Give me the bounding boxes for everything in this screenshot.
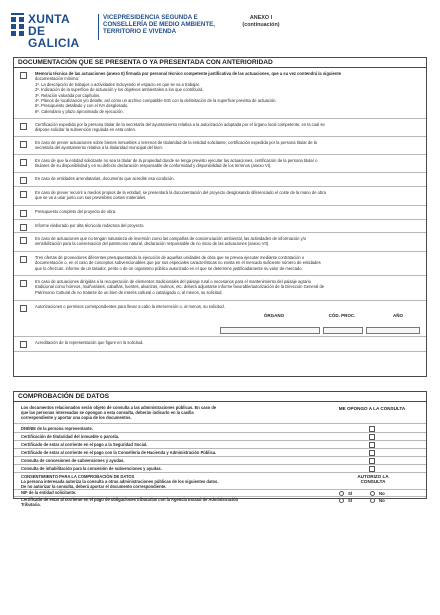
table-header-cod-proc: CÓD. PROC. [328, 313, 356, 318]
document-text-line: que lo ofrezcan, informe de un tasador, perito o de un organismo público autorizado en el que se determine justificadamente su valor de mercado. [35, 265, 303, 271]
verification-row [14, 425, 426, 433]
document-text [35, 158, 420, 169]
verification-row [14, 465, 426, 473]
document-row [14, 156, 426, 173]
consent-no-label: No [379, 491, 385, 496]
document-checkbox[interactable] [20, 341, 27, 348]
documentation-section [13, 57, 427, 377]
document-checkbox[interactable] [20, 224, 27, 231]
verification-row-text: Certificado de estar al corriente en el pago con la Consellería de Hacienda y Administración Pública. [21, 450, 217, 455]
verification-row-text: Consulta de concesiones de subvenciones y ayudas. [21, 458, 125, 463]
consent-yes-label: SÍ [348, 498, 353, 503]
consent-title: CONSENTIMIENTO PARA LA COMPROBACIÓN DE DATOS [21, 474, 135, 479]
document-text-line: Presupuesto completo del proyecto de obra. [35, 209, 117, 214]
document-checkbox[interactable] [20, 191, 27, 198]
consent-no-label: No [379, 498, 385, 503]
xunta-emblem-icon [11, 13, 24, 37]
verification-intro-text [21, 405, 331, 421]
oppose-checkbox[interactable] [369, 426, 375, 432]
documentation-section-title: DOCUMENTACIÓN QUE SE PRESENTA O YA PRESENTADA CON ANTERIORIDAD [14, 58, 426, 68]
document-text [35, 279, 420, 295]
org-line-1: VICEPRESIDENCIA SEGUNDA E [103, 14, 198, 21]
oppose-column-header: ME OPONGO A LA CONSULTA [338, 406, 406, 411]
document-text-line: En caso de que la entidad solicitante no sea la titular de la propiedad donde se tenga previsto ejecutar las actuaciones, certificación de la persona titular o [35, 158, 318, 163]
annex-title [216, 15, 306, 29]
table-header-ano: AÑO [393, 313, 403, 318]
document-row [14, 138, 426, 155]
logo-line-1: XUNTA [28, 12, 70, 26]
document-text-line: 5º. Presupuesto detallado y con el IVA desglosado. [35, 103, 129, 109]
verification-row-text: Certificación de titularidad del inmueble o parcela. [21, 434, 120, 439]
document-text-line: En caso de actuaciones que no tengan naturaleza de inversión como las campañas de concienciación ambiental, las actividades de información y/o [35, 236, 307, 241]
table-cell-cod-proc[interactable] [323, 327, 363, 334]
document-row [14, 69, 426, 119]
verification-row [14, 433, 426, 441]
document-text [35, 176, 420, 181]
consent-row-text: NIF de la entidad solicitante. [21, 490, 77, 495]
document-text-line: Memoria técnica de las actuaciones (anexo II) firmada por personal técnico competente justificativa de las actuaciones, que a su vez contendrá la siguiente [35, 71, 342, 76]
consent-row [14, 490, 426, 497]
document-row [14, 277, 426, 301]
document-text-line: documentación o, en el caso de conceptos subvencionables que por sus especiales características no exista en el mercado suficiente número de entidades [35, 260, 321, 266]
document-text-line: tradicional como hórreos, muiños/ales, cabañas, fuentes, alvarizas, molinos, etc. deberá adjuntarse informe favorable/autorización de la Dirección General de [35, 284, 325, 290]
consent-no-radio[interactable] [370, 498, 375, 503]
document-checkbox[interactable] [20, 256, 27, 263]
consent-yes-label: SÍ [348, 491, 353, 496]
document-row [14, 338, 426, 352]
document-checkbox[interactable] [20, 123, 27, 130]
logo-divider [98, 14, 99, 40]
verification-row [14, 457, 426, 465]
document-text-line: Patrimonio Cultural de no tratarse de un bien de interés cultural o catalogado o, al menos, su solicitud. [35, 289, 223, 295]
document-text-line: documentación mínima: [35, 76, 79, 82]
oppose-checkbox[interactable] [369, 442, 375, 448]
document-text [35, 340, 420, 345]
verification-intro-line: correspondiente y aportar una copia de los documentos. [21, 415, 132, 421]
document-text-line: En caso de prever actuaciones sobre bienes inmuebles o terrenos de titularidad de la entidad solicitante, certificación expedida por la persona titular de la [35, 140, 317, 145]
document-text-line: 1º. La descripción de trabajos o actividades incluyendo el espacio en que se va a trabajar. [35, 81, 200, 87]
org-line-2: CONSELLERÍA DE MEDIO AMBIENTE, [103, 21, 215, 29]
document-text [35, 209, 420, 214]
document-text-line: En caso de actuaciones dirigidas a la recuperación de elementos tradicionales del paisaje rural o necesarios para el mantenimiento del paisaje agrario [35, 279, 311, 284]
oppose-checkbox[interactable] [369, 466, 375, 472]
document-text-line: Informe elaborado por alta técnicola redactora del proyecto. [35, 223, 145, 228]
document-checkbox[interactable] [20, 237, 27, 244]
document-text-line: Acreditación de la representación que figure en la solicitud. [35, 340, 144, 345]
document-checkbox[interactable] [20, 280, 27, 287]
document-text-line: que se va a usar junto con sus previsibles costes materiales. [35, 195, 147, 201]
oppose-checkbox[interactable] [369, 450, 375, 456]
document-text [35, 255, 420, 271]
document-text-line: Tres ofertas de proveedores diferentes presupuestando la ejecución de aquellas unidades de obra que se prevea ejecutar mediante contratación o [35, 255, 305, 260]
oppose-checkbox[interactable] [369, 458, 375, 464]
document-checkbox[interactable] [20, 72, 27, 79]
verification-intro-row [14, 403, 426, 424]
document-text-line: secretaría del ayuntamiento relativa a la titularidad municipal del bien. [35, 145, 163, 151]
consent-row-text: Tributaria. [21, 502, 41, 507]
document-checkbox[interactable] [20, 177, 27, 184]
verification-row-text: Certificado de estar al corriente en el pago a la Seguridad Social. [21, 442, 148, 447]
verification-row-text: DNI/NIE de la persona representante. [21, 426, 93, 431]
oppose-checkbox[interactable] [369, 434, 375, 440]
verification-intro-line: Los documentos relacionados serán objeto de consulta a las administraciones públicas. En caso de [21, 405, 217, 410]
organization-name [103, 14, 215, 36]
document-text [35, 223, 420, 228]
document-row [14, 221, 426, 233]
document-row [14, 120, 426, 137]
verification-row [14, 441, 426, 449]
org-line-3: TERRITORIO E VIVENDA [103, 28, 177, 36]
document-row [14, 234, 426, 252]
consent-yes-radio[interactable] [339, 491, 344, 496]
document-checkbox[interactable] [20, 141, 27, 148]
consent-text-line: La persona interesada autoriza la consulta a otras administraciones públicas de los siguientes datos. [21, 479, 219, 484]
data-verification-section [13, 391, 427, 507]
annex-title-main: ANEXO I [249, 15, 273, 21]
document-row [14, 174, 426, 187]
verification-intro-line: que las personas interesadas se opongan a esta consulta, deberán indicarlo en la casilla [21, 410, 194, 416]
consent-text-line: De no autorizar la consulta, deberá aportar el documento correspondiente. [21, 484, 167, 489]
consent-yes-radio[interactable] [339, 498, 344, 503]
document-row [14, 207, 426, 220]
document-text-line: Certificación expedida por la persona titular de la secretaría del ayuntamiento relativa a la autorización adoptada por el órgano local competente, en la cual se [35, 122, 325, 127]
verification-row [14, 449, 426, 457]
document-text [35, 304, 420, 309]
verification-row-text: Consulta de inhabilitación para la concesión de subvenciones y ayudas. [21, 466, 162, 471]
consent-row [14, 497, 426, 508]
annex-title-sub: (continuación) [242, 22, 280, 28]
document-text [35, 71, 420, 114]
document-text-line: titulares de su disponibilidad y en su defecto declaración responsable de conformidad y disponibilidad de los terrenos (anexo VI). [35, 163, 272, 169]
document-text-line: 4º. Planos de localización y/o detalle, así como un archivo compatible SIG con la delimitación de la superficie prevista de actuación. [35, 98, 277, 104]
table-header-organo: ÓRGANO [263, 313, 285, 318]
logo-line-2: DE GALICIA [28, 24, 80, 50]
document-checkbox[interactable] [20, 210, 27, 217]
consent-header-row [14, 473, 426, 490]
document-text-line: En caso de prever recurrir a medios propios de la entidad, se presentará la documentación del proyecto desglosando diferenciado el coste de la mano de obra [35, 190, 326, 195]
document-text [35, 122, 420, 133]
document-text-line: sensibilización para la conservación del patrimonio natural, declaración responsable de no inicio de las actuaciones (anexo VII). [35, 241, 270, 247]
document-checkbox[interactable] [20, 305, 27, 312]
document-text-line: 3º. Relación valorada por capítulos. [35, 92, 101, 98]
document-text [35, 140, 420, 151]
document-row [14, 188, 426, 206]
xunta-logo [11, 12, 93, 50]
document-text [35, 236, 420, 247]
data-verification-section-title: COMPROBACIÓN DE DATOS [14, 392, 426, 402]
table-cell-ano[interactable] [366, 327, 420, 334]
document-text-line: 2º. Indicación de la superficie de actuación y los objetivos ambientales a los que contribuirá. [35, 87, 204, 93]
page-header [11, 11, 431, 50]
document-row [14, 253, 426, 276]
document-text [35, 190, 420, 201]
logo-text [28, 13, 93, 49]
document-row [14, 302, 426, 337]
document-text-line: 6º. Calendario y plazo aproximado de ejecución. [35, 108, 124, 114]
consent-row-text: Certificado de estar al corriente en el pago de obligaciones tributarias con la Agencia Estatal de Administración [21, 497, 239, 502]
document-text-line: En caso de entidades arrendatarias, documento que acredite esa condición. [35, 176, 175, 181]
document-text-line: Autorizaciones o permisos correspondientes para llevar a cabo la intervención o, al menos, su solicitud. [35, 304, 225, 309]
authorize-column-header: AUTORIZO LA CONSULTA [357, 474, 389, 485]
document-text-line: dispone solicitar la subvención regulada en esta orden. [35, 127, 137, 133]
document-checkbox[interactable] [20, 159, 27, 166]
consent-no-radio[interactable] [370, 491, 375, 496]
table-cell-organo[interactable] [220, 327, 320, 334]
